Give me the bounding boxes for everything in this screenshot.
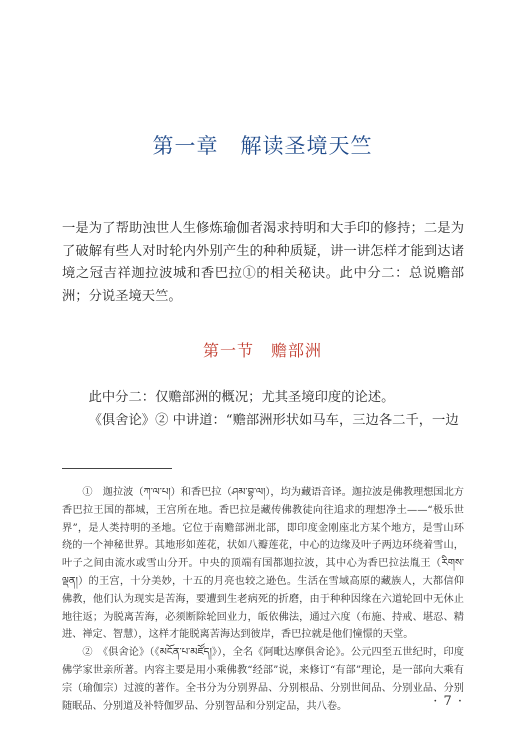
- intro-paragraph: 一是为了帮助浊世人生修炼瑜伽者渴求持明和大手印的修持；二是为了破解有些人对时轮内外别产生的种种质疑，讲一讲怎样才能到达诸境之冠吉祥迦拉波城和香巴拉①的相关秘诀。此中分二：总说赡部洲；分说圣境天竺。: [62, 221, 464, 304]
- page-number: · 7 ·: [433, 694, 463, 709]
- footnotes: [62, 484, 464, 715]
- footnote-1: ① 迦拉波（ཀ་ལ་པ།）和香巴拉（ཤམ་བྷ་ལ།），均为藏语音译。迦拉波是佛教理想国北方香巴拉王国的都城，王宫所在地。香巴拉是藏传佛教徒向往追求的理想净土——“极乐世界”，是人类持明的圣地。它位于南赡部洲北部，即印度金刚座北方某个地方，是雪山环绕的一个神秘世界。其地形如莲花，状如八瓣莲花，中心的边缘及叶子两边环绕着雪山，叶子之间由流水或雪山分开。中央的顶端有国都迦拉波，其中心为香巴拉法胤王（རིགས་ལྡན།）的王宫，十分美妙，十五的月亮也较之逊色。生活在雪域高原的藏族人，大都信仰佛教，他们认为现实是苦海，要遭到生老病死的折磨，由于种种因缘在六道轮回中无休止地往返；为脱离苦海，必须断除轮回业力，皈依佛法，通过六度（布施、持戒、堪忍、精进、禅定、智慧），这样才能脱离苦海达到彼岸，香巴拉就是他们憧憬的天堂。: [62, 487, 464, 641]
- chapter-title: 第一章 解读圣境天竺: [152, 134, 373, 158]
- section-title: 第一节 赡部洲: [202, 341, 322, 360]
- footnote-divider: [62, 468, 172, 469]
- body-paragraph: 此中分二：仅赡部洲的概况；尤其圣境印度的论述。: [88, 390, 395, 405]
- footnote-2: ② 《俱舍论》（《མངོན་པ་མཛོད།》），全名《阿毗达摩俱舍论》。公元四至五世纪时，印度佛学家世亲所著。内容主要是用小乘佛教“经部”说，来修订“有部”理论，是一部向大乘有宗（瑜伽宗）过渡的著作。全书分为分别界品、分别根品、分别世间品、分别业品、分别随眠品、分别道及补特伽罗品、分别智品和分别定品，共八卷。: [62, 647, 464, 712]
- body-text: [62, 386, 464, 432]
- body-paragraph: 《俱舍论》② 中讲道：“赡部洲形状如马车，三边各二千，一边: [88, 413, 459, 428]
